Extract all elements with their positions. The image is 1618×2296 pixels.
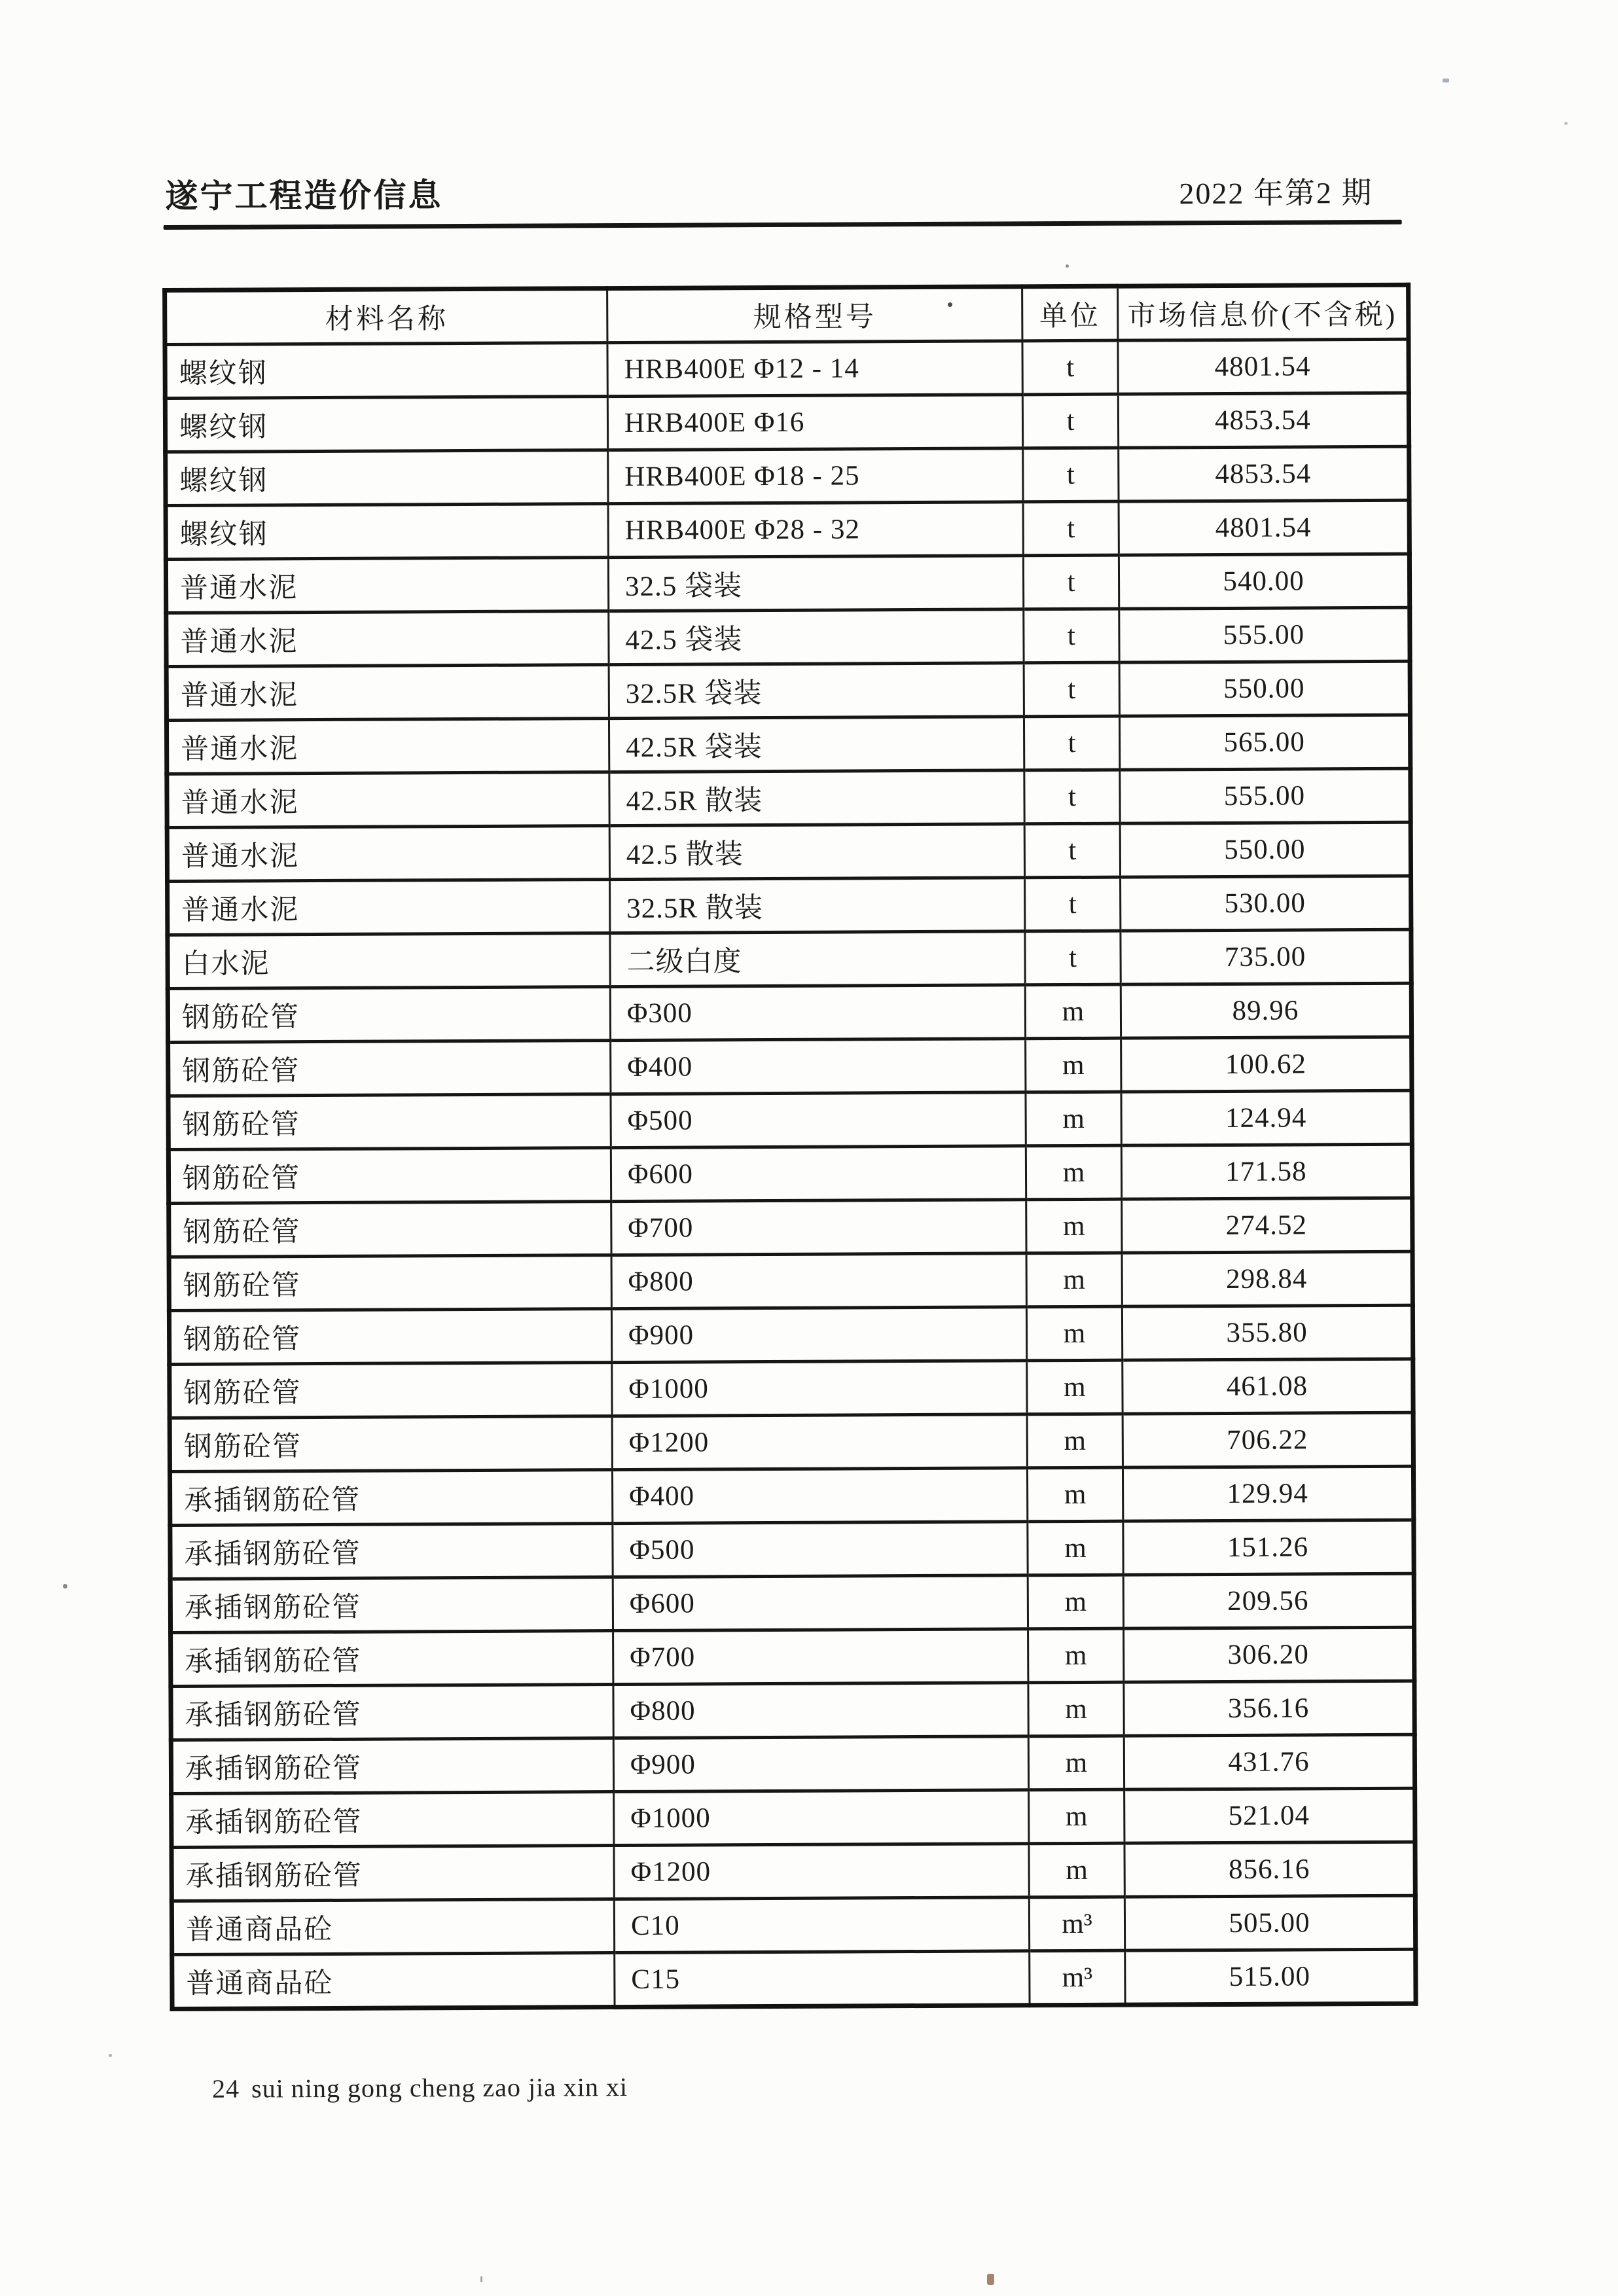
table-row — [170, 1412, 1413, 1471]
table-row — [166, 607, 1410, 666]
table-row — [172, 1949, 1416, 2009]
spec-model-cell: Φ800 — [613, 1683, 1028, 1738]
scan-speck — [948, 302, 952, 307]
table-row — [168, 929, 1411, 988]
spec-model-cell: Φ1000 — [612, 1361, 1027, 1416]
table-row — [170, 1359, 1413, 1418]
column-header-material-name: 材料名称 — [165, 289, 607, 345]
unit-cell: m³ — [1030, 1950, 1125, 2005]
spec-model-cell: 42.5R 散装 — [609, 770, 1024, 826]
material-name-cell: 钢筋砼管 — [169, 1202, 611, 1257]
spec-model-cell: Φ1000 — [614, 1790, 1029, 1846]
unit-cell: t — [1023, 448, 1119, 502]
unit-cell: m — [1028, 1682, 1124, 1736]
spec-model-cell: Φ600 — [613, 1575, 1028, 1631]
market-price-cell: 565.00 — [1119, 715, 1410, 770]
material-name-cell: 普通水泥 — [167, 826, 609, 882]
spec-model-cell: Φ900 — [613, 1736, 1028, 1792]
spec-model-cell: Φ400 — [612, 1468, 1027, 1524]
unit-cell: m — [1027, 1414, 1123, 1468]
spec-model-cell: 42.5 袋装 — [609, 609, 1024, 665]
material-name-cell: 普通水泥 — [166, 665, 609, 721]
spec-model-cell: Φ800 — [611, 1253, 1026, 1309]
table-row — [171, 1895, 1415, 1954]
spec-model-cell: C15 — [615, 1951, 1030, 2007]
spec-model-cell: 32.5R 散装 — [610, 878, 1025, 933]
unit-cell: t — [1023, 555, 1119, 609]
spec-model-cell: Φ1200 — [614, 1844, 1029, 1899]
market-price-cell: 124.94 — [1121, 1090, 1412, 1145]
table-row — [169, 1305, 1412, 1364]
table-row — [171, 1788, 1415, 1847]
unit-cell: t — [1022, 340, 1118, 395]
table-row — [166, 715, 1410, 774]
market-price-cell: 555.00 — [1119, 607, 1410, 662]
table-row — [171, 1842, 1415, 1901]
table-row — [170, 1573, 1414, 1632]
material-name-cell: 钢筋砼管 — [169, 1255, 611, 1311]
page-title: 遂宁工程造价信息 — [165, 177, 443, 215]
material-name-cell: 普通商品砼 — [171, 1899, 614, 1955]
market-price-cell: 530.00 — [1121, 876, 1411, 931]
material-name-cell: 承插钢筋砼管 — [171, 1685, 613, 1740]
market-price-cell: 735.00 — [1121, 929, 1411, 984]
market-price-cell: 4853.54 — [1119, 446, 1409, 501]
table-row — [165, 393, 1409, 452]
material-name-cell: 螺纹钢 — [165, 343, 607, 399]
market-price-cell: 129.94 — [1123, 1466, 1413, 1521]
market-price-cell: 298.84 — [1122, 1251, 1412, 1306]
unit-cell: m — [1027, 1467, 1123, 1522]
unit-cell: m — [1027, 1360, 1123, 1414]
scan-speck — [1443, 79, 1449, 82]
market-price-cell: 550.00 — [1120, 822, 1411, 877]
spec-model-cell: C10 — [614, 1897, 1029, 1953]
table-row — [170, 1466, 1413, 1525]
column-header-spec-model: 规格型号 — [607, 287, 1022, 343]
spec-model-cell: 32.5R 袋装 — [609, 663, 1024, 719]
issue-label: 2022 年第2 期 — [1179, 175, 1373, 211]
table-row — [165, 339, 1409, 398]
market-price-cell: 100.62 — [1121, 1037, 1412, 1092]
table-row — [168, 983, 1411, 1042]
market-price-cell: 515.00 — [1125, 1949, 1416, 2005]
table-row — [168, 1090, 1412, 1149]
unit-cell: m — [1028, 1628, 1124, 1683]
unit-cell: t — [1025, 931, 1121, 985]
material-name-cell: 承插钢筋砼管 — [170, 1524, 613, 1579]
spec-model-cell: Φ700 — [611, 1200, 1026, 1255]
spec-model-cell: 32.5 袋装 — [608, 556, 1023, 611]
spec-model-cell: Φ400 — [611, 1039, 1026, 1094]
market-price-cell: 431.76 — [1124, 1734, 1414, 1789]
table-row — [166, 500, 1409, 559]
market-price-cell: 521.04 — [1124, 1788, 1415, 1843]
material-name-cell: 白水泥 — [168, 933, 610, 989]
table-row — [169, 1251, 1412, 1310]
table-row — [166, 446, 1409, 505]
scan-speck — [109, 2054, 112, 2057]
material-name-cell: 承插钢筋砼管 — [170, 1577, 613, 1633]
table-row — [168, 1144, 1412, 1203]
material-name-cell: 钢筋砼管 — [170, 1416, 612, 1472]
material-name-cell: 普通水泥 — [168, 880, 610, 935]
spec-model-cell: HRB400E Φ12 - 14 — [607, 341, 1022, 397]
table-row — [169, 1198, 1412, 1257]
page-number: 24 — [211, 2073, 240, 2104]
table-row — [168, 876, 1411, 935]
unit-cell: m — [1026, 1145, 1121, 1200]
unit-cell: t — [1025, 877, 1121, 931]
material-name-cell: 螺纹钢 — [166, 450, 608, 506]
material-name-cell: 承插钢筋砼管 — [171, 1631, 613, 1687]
market-price-cell: 555.00 — [1120, 768, 1411, 823]
unit-cell: t — [1024, 770, 1120, 824]
unit-cell: m — [1026, 1038, 1121, 1092]
market-price-cell: 209.56 — [1123, 1573, 1414, 1628]
table-row — [170, 1520, 1414, 1579]
material-name-cell: 普通水泥 — [166, 558, 608, 613]
unit-cell: t — [1024, 823, 1120, 878]
scan-speck — [480, 2276, 482, 2282]
table-row — [168, 1037, 1412, 1096]
unit-cell: t — [1022, 394, 1118, 448]
scan-speck — [1564, 122, 1568, 125]
unit-cell: m — [1026, 1092, 1121, 1146]
material-name-cell: 钢筋砼管 — [168, 987, 610, 1043]
market-price-cell: 550.00 — [1119, 661, 1410, 716]
unit-cell: m — [1028, 1521, 1123, 1575]
unit-cell: m — [1029, 1789, 1124, 1844]
unit-cell: t — [1023, 501, 1119, 556]
market-price-cell: 4801.54 — [1118, 339, 1409, 394]
table-row — [167, 768, 1411, 827]
scan-speck — [63, 1584, 67, 1588]
unit-cell: m — [1029, 1843, 1124, 1897]
price-table-body — [165, 339, 1416, 2009]
unit-cell: m — [1028, 1575, 1123, 1629]
market-price-cell: 540.00 — [1119, 554, 1409, 609]
market-price-cell: 274.52 — [1122, 1198, 1412, 1253]
material-name-cell: 螺纹钢 — [165, 397, 607, 452]
unit-cell: m — [1028, 1736, 1124, 1790]
table-row — [166, 661, 1410, 720]
material-name-cell: 螺纹钢 — [166, 504, 608, 560]
spec-model-cell: Φ1200 — [612, 1414, 1027, 1470]
spec-model-cell: Φ500 — [611, 1092, 1026, 1148]
table-row — [171, 1734, 1414, 1793]
unit-cell: m³ — [1029, 1897, 1124, 1951]
material-name-cell: 普通商品砼 — [172, 1953, 615, 2009]
market-price-cell: 356.16 — [1124, 1681, 1414, 1736]
spec-model-cell: Φ300 — [610, 985, 1025, 1041]
spec-model-cell: HRB400E Φ18 - 25 — [608, 448, 1023, 504]
market-price-cell: 706.22 — [1123, 1412, 1413, 1467]
unit-cell: t — [1024, 662, 1119, 717]
unit-cell: m — [1026, 1199, 1122, 1253]
material-name-cell: 钢筋砼管 — [168, 1094, 611, 1150]
table-row — [167, 822, 1411, 881]
market-price-cell: 306.20 — [1124, 1627, 1414, 1682]
spec-model-cell: Φ600 — [611, 1146, 1026, 1202]
material-name-cell: 承插钢筋砼管 — [171, 1846, 614, 1901]
table-row — [171, 1627, 1414, 1686]
material-name-cell: 钢筋砼管 — [168, 1148, 611, 1204]
market-price-cell: 89.96 — [1121, 983, 1411, 1038]
market-price-cell: 171.58 — [1121, 1144, 1412, 1199]
market-price-cell: 151.26 — [1123, 1520, 1414, 1575]
material-name-cell: 承插钢筋砼管 — [170, 1470, 612, 1526]
spec-model-cell: Φ700 — [613, 1629, 1028, 1685]
spec-model-cell: HRB400E Φ16 — [607, 395, 1022, 450]
page-footer — [212, 2072, 628, 2104]
unit-cell: t — [1024, 716, 1119, 770]
material-name-cell: 承插钢筋砼管 — [171, 1738, 613, 1794]
material-name-cell: 钢筋砼管 — [169, 1309, 611, 1365]
table-header-row — [165, 285, 1409, 344]
spec-model-cell: Φ500 — [613, 1522, 1028, 1577]
scan-speck — [1066, 264, 1069, 268]
market-price-cell: 461.08 — [1123, 1359, 1413, 1414]
table-row — [171, 1681, 1414, 1740]
material-name-cell: 普通水泥 — [166, 611, 609, 667]
material-price-table — [162, 283, 1418, 2011]
scan-speck — [987, 2274, 994, 2285]
column-header-unit: 单位 — [1022, 286, 1118, 341]
unit-cell: m — [1026, 1306, 1122, 1361]
column-header-market-price: 市场信息价(不含税) — [1118, 285, 1409, 340]
spec-model-cell: Φ900 — [611, 1307, 1026, 1363]
spec-model-cell: 42.5 散装 — [609, 824, 1024, 880]
unit-cell: m — [1026, 1253, 1122, 1307]
market-price-cell: 4801.54 — [1119, 500, 1409, 555]
unit-cell: m — [1025, 984, 1121, 1039]
header-divider — [164, 220, 1402, 230]
footer-romanization: sui ning gong cheng zao jia xin xi — [251, 2072, 628, 2104]
material-name-cell: 普通水泥 — [167, 772, 609, 828]
market-price-cell: 4853.54 — [1118, 393, 1409, 448]
spec-model-cell: 42.5R 袋装 — [609, 717, 1024, 772]
market-price-cell: 355.80 — [1122, 1305, 1412, 1360]
market-price-cell: 505.00 — [1124, 1895, 1415, 1950]
unit-cell: t — [1024, 609, 1119, 663]
material-name-cell: 钢筋砼管 — [168, 1041, 611, 1096]
table-row — [166, 554, 1409, 613]
material-name-cell: 普通水泥 — [166, 719, 609, 774]
material-name-cell: 钢筋砼管 — [170, 1363, 612, 1418]
spec-model-cell: 二级白度 — [610, 931, 1025, 987]
material-name-cell: 承插钢筋砼管 — [171, 1792, 614, 1848]
market-price-cell: 856.16 — [1124, 1842, 1415, 1897]
spec-model-cell: HRB400E Φ28 - 32 — [608, 502, 1023, 558]
